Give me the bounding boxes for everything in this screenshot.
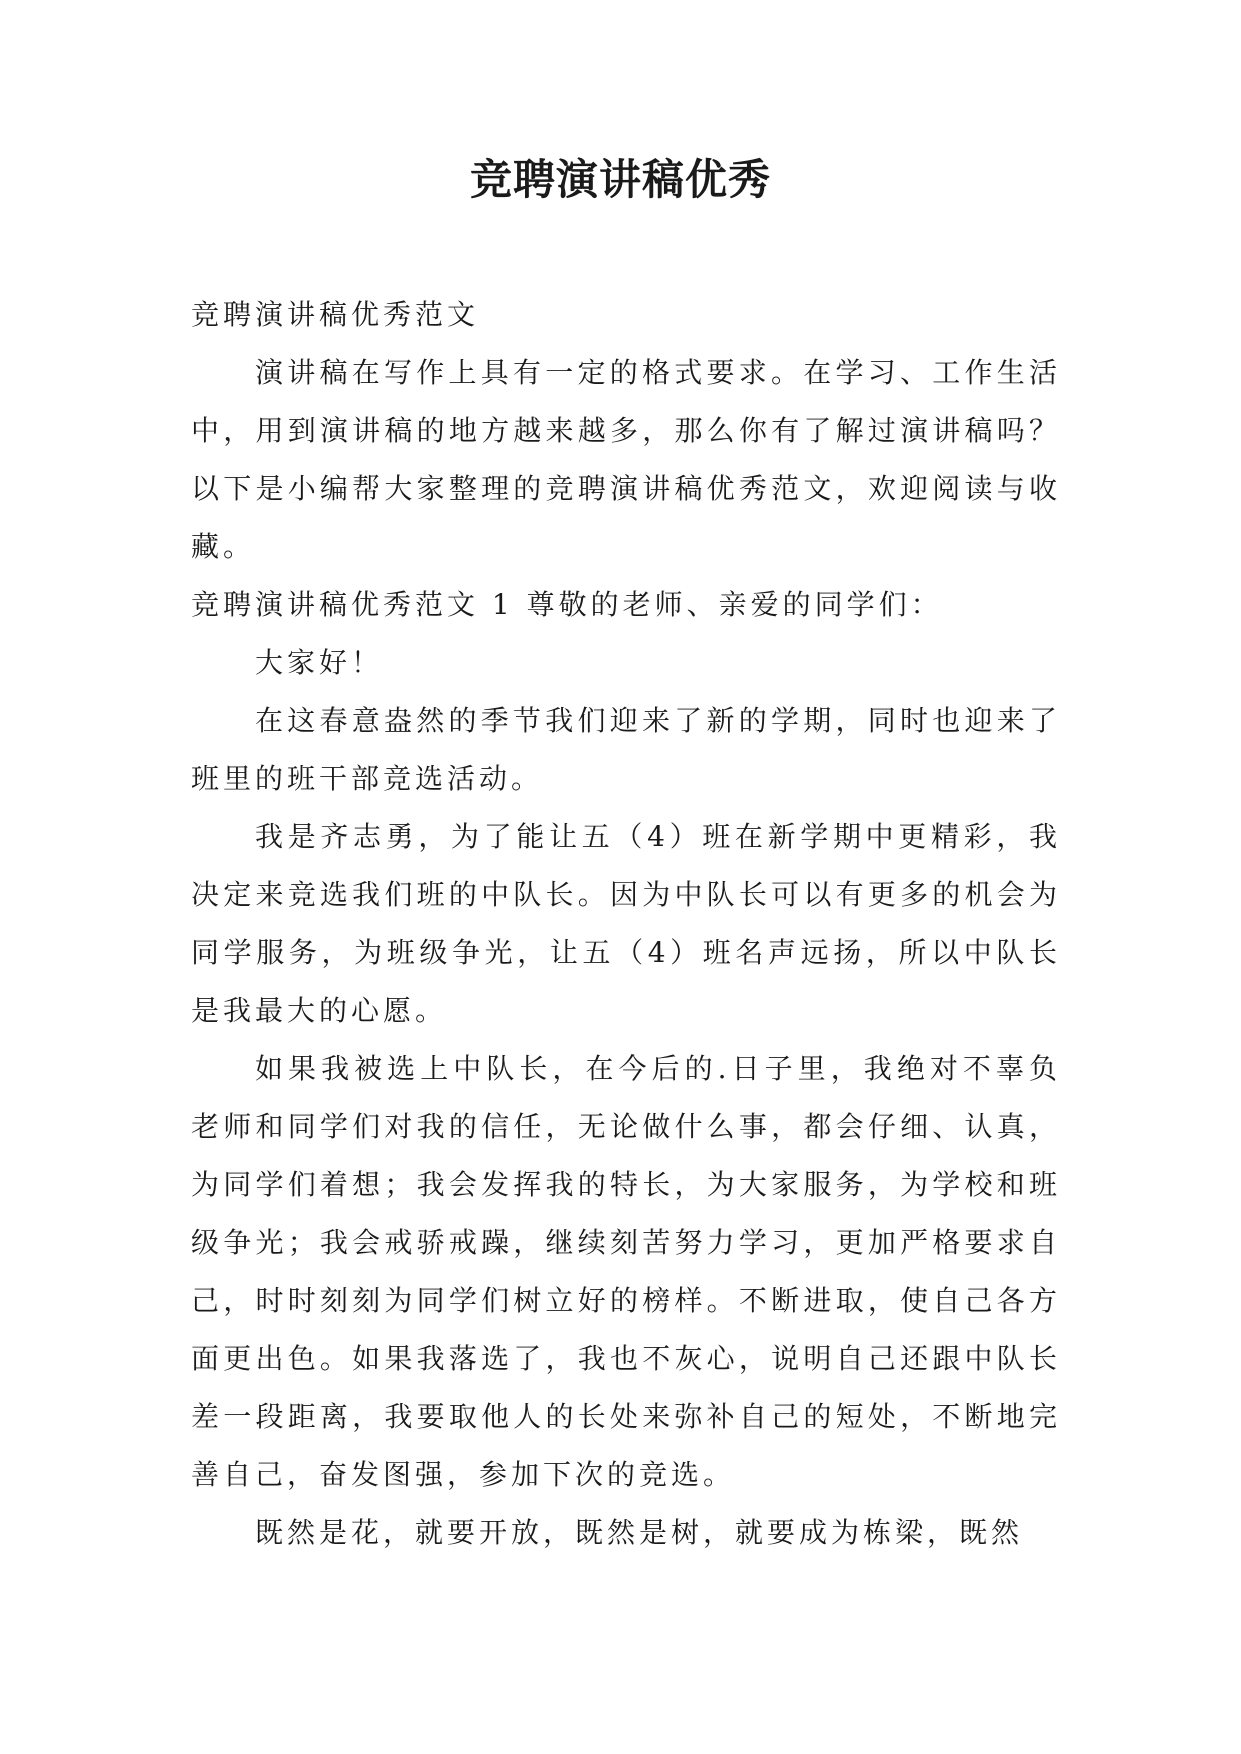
paragraph-intro: 演讲稿在写作上具有一定的格式要求。在学习、工作生活中，用到演讲稿的地方越来越多，那么你有了解过演讲稿吗？以下是小编帮大家整理的竞聘演讲稿优秀范文，欢迎阅读与收藏。 (191, 356, 1061, 563)
paragraph: 在这春意盎然的季节我们迎来了新的学期，同时也迎来了班里的班干部竞选活动。 (191, 704, 1061, 795)
paragraph: 如果我被选上中队长，在今后的.日子里，我绝对不辜负老师和同学们对我的信任，无论做什么事，都会仔细、认真，为同学们着想；我会发挥我的特长，为大家服务，为学校和班级争光；我会戒骄戒躁，继续刻苦努力学习，更加严格要求自己，时时刻刻为同学们树立好的榜样。不断进取，使自己各方面更出色。如果我落选了，我也不灰心，说明自己还跟中队长差一段距离，我要取他人的长处来弥补自己的短处，不断地完善自己，奋发图强，参加下次的竞选。 (191, 1052, 1061, 1491)
paragraph: 我是齐志勇，为了能让五（4）班在新学期中更精彩，我决定来竞选我们班的中队长。因为中队长可以有更多的机会为同学服务，为班级争光，让五（4）班名声远扬，所以中队长是我最大的心愿。 (191, 820, 1061, 1027)
document-body (191, 286, 1061, 1562)
paragraph-subtitle: 竞聘演讲稿优秀范文 (191, 298, 480, 331)
document-title: 竞聘演讲稿优秀 (469, 155, 771, 204)
paragraph-greeting: 大家好！ (255, 646, 384, 679)
paragraph-heading: 竞聘演讲稿优秀范文 1 尊敬的老师、亲爱的同学们： (191, 588, 943, 621)
paragraph: 既然是花，就要开放，既然是树，就要成为栋梁，既然 (255, 1516, 1024, 1549)
